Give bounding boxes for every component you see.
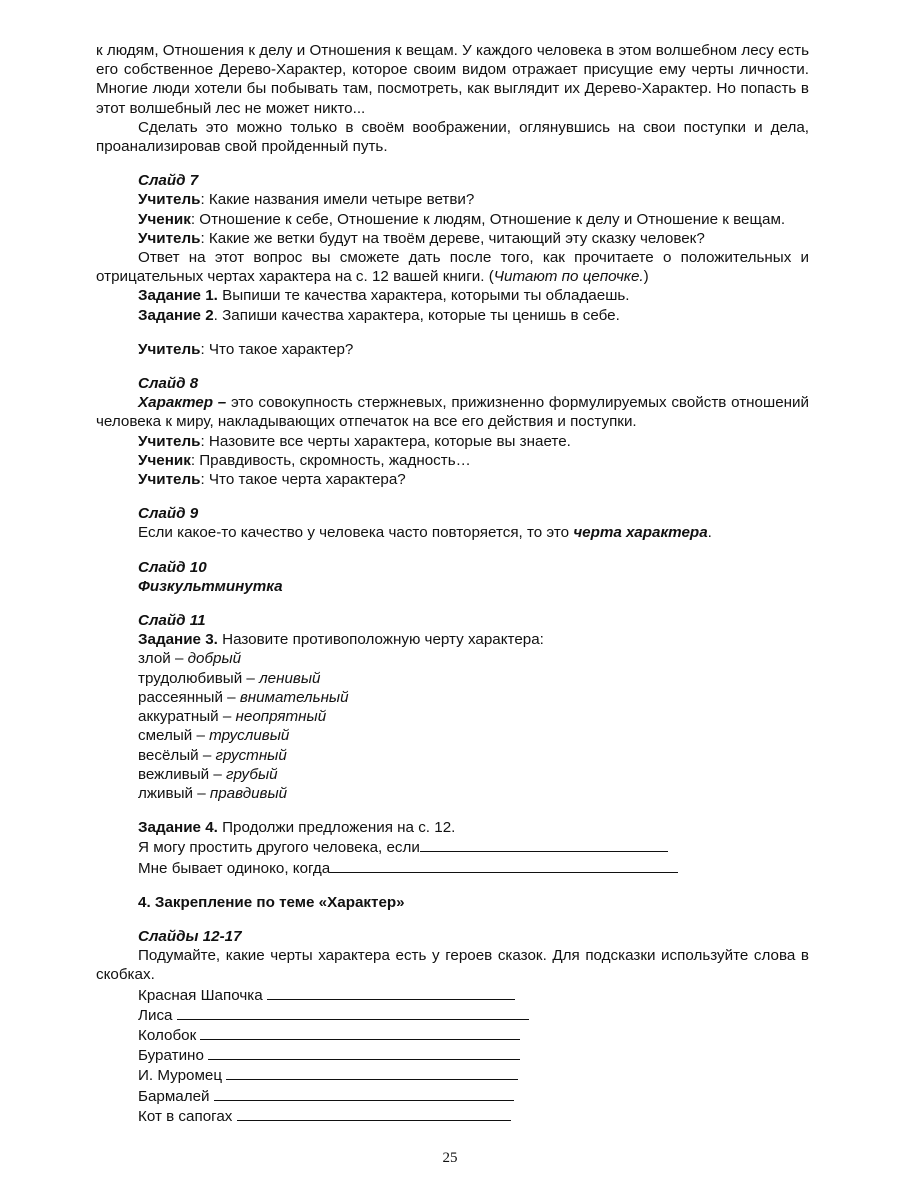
opposite-pair: смелый – трусливый — [138, 727, 290, 745]
opposite-pair: аккуратный – неопрятный — [138, 708, 327, 726]
slides12-17-heading: Слайды 12-17 — [138, 927, 242, 945]
answer-blank[interactable] — [208, 1045, 520, 1060]
opposite-pair: злой – добрый — [138, 650, 242, 668]
answer-blank[interactable] — [177, 1005, 529, 1020]
opposite-pair: вежливый – грубый — [138, 765, 278, 783]
section4-heading: 4. Закрепление по теме «Характер» — [138, 893, 405, 911]
answer-blank[interactable] — [267, 985, 515, 1000]
hero-line: Красная Шапочка — [96, 985, 809, 1005]
slide7-teacher-question-2: Учитель: Какие же ветки будут на твоём дереве, читающий эту сказку человек? — [138, 229, 705, 247]
hero-line: Колобок — [96, 1025, 809, 1045]
page-number: 25 — [442, 1150, 458, 1166]
slide11-task-3: Задание 3. Назовите противоположную черту характера: — [138, 631, 544, 649]
answer-blank[interactable] — [200, 1025, 520, 1040]
opposite-pair: трудолюбивый – ленивый — [138, 669, 321, 687]
hero-line: И. Муромец — [96, 1065, 809, 1085]
slide9-text: Если какое-то качество у человека часто повторяется, то это черта характера. — [138, 524, 712, 542]
hero-line: Кот в сапогах — [96, 1106, 809, 1126]
answer-blank[interactable] — [214, 1086, 514, 1101]
opposite-pair: весёлый – грустный — [138, 746, 287, 764]
document-page — [96, 41, 809, 1126]
slide11-task-4: Задание 4. Продолжи предложения на с. 12. — [138, 819, 456, 837]
slide8-definition: Характер – это совокупность стержневых, прижизненно формулируемых свойств отношений человека к миру, накладывающих отпечаток на все его действия и поступки. — [96, 394, 809, 431]
slide7-task-1: Задание 1. Выпиши те качества характера, которыми ты обладаешь. — [138, 287, 630, 305]
slide10-subheading: Физкультминутка — [138, 577, 283, 595]
hero-line: Буратино — [96, 1045, 809, 1065]
hero-line: Бармалей — [96, 1086, 809, 1106]
slides12-17-text: Подумайте, какие черты характера есть у героев сказок. Для подсказки используйте слова в скобках. — [96, 947, 809, 984]
slide8-teacher-question-2: Учитель: Что такое черта характера? — [138, 471, 406, 489]
intro-paragraph-2: Сделать это можно только в своём воображении, оглянувшись на свои поступки и дела, проанализировав свой пройденный путь. — [96, 118, 809, 156]
slide9-heading: Слайд 9 — [138, 505, 199, 523]
answer-blank[interactable] — [226, 1065, 518, 1080]
slide7-teacher-question-1: Учитель: Какие названия имели четыре ветви? — [138, 191, 475, 209]
opposites-list — [96, 649, 809, 803]
answer-blank[interactable] — [237, 1106, 511, 1121]
slide7-task-2: Задание 2. Запиши качества характера, которые ты ценишь в себе. — [138, 306, 620, 324]
slide11-heading: Слайд 11 — [138, 612, 206, 630]
intro-paragraph-1: к людям, Отношения к делу и Отношения к вещам. У каждого человека в этом волшебном лесу есть его собственное Дерево-Характер, которое своим видом отражает присущие ему черты личности. Многие люди хотели бы побывать там, посмотреть, как выглядит их Дерево-Характер. Но попасть в этот волшебный лес не может никто... — [96, 42, 809, 117]
opposite-pair: рассеянный – внимательный — [138, 688, 349, 706]
answer-blank[interactable] — [330, 858, 678, 873]
slide7-answer-text: Ответ на этот вопрос вы сможете дать после того, как прочитаете о положительных и отрицательных чертах характера на с. 12 вашей книги. (Читают по цепочке.) — [96, 249, 809, 286]
slide8-heading: Слайд 8 — [138, 375, 199, 393]
slide7-heading: Слайд 7 — [138, 172, 199, 190]
heroes-list — [96, 985, 809, 1126]
sentence-lonely: Мне бывает одиноко, когда — [96, 858, 809, 878]
slide7-teacher-question-3: Учитель: Что такое характер? — [138, 340, 354, 358]
slide7-student-answer-1: Ученик: Отношение к себе, Отношение к людям, Отношение к делу и Отношение к вещам. — [138, 210, 786, 228]
sentence-forgive: Я могу простить другого человека, если — [96, 837, 809, 857]
answer-blank[interactable] — [420, 837, 668, 852]
opposite-pair: лживый – правдивый — [138, 784, 288, 802]
slide10-heading: Слайд 10 — [138, 558, 207, 576]
slide8-teacher-question-1: Учитель: Назовите все черты характера, которые вы знаете. — [138, 432, 571, 450]
hero-line: Лиса — [96, 1005, 809, 1025]
slide8-student-answer-1: Ученик: Правдивость, скромность, жадность… — [138, 451, 471, 469]
